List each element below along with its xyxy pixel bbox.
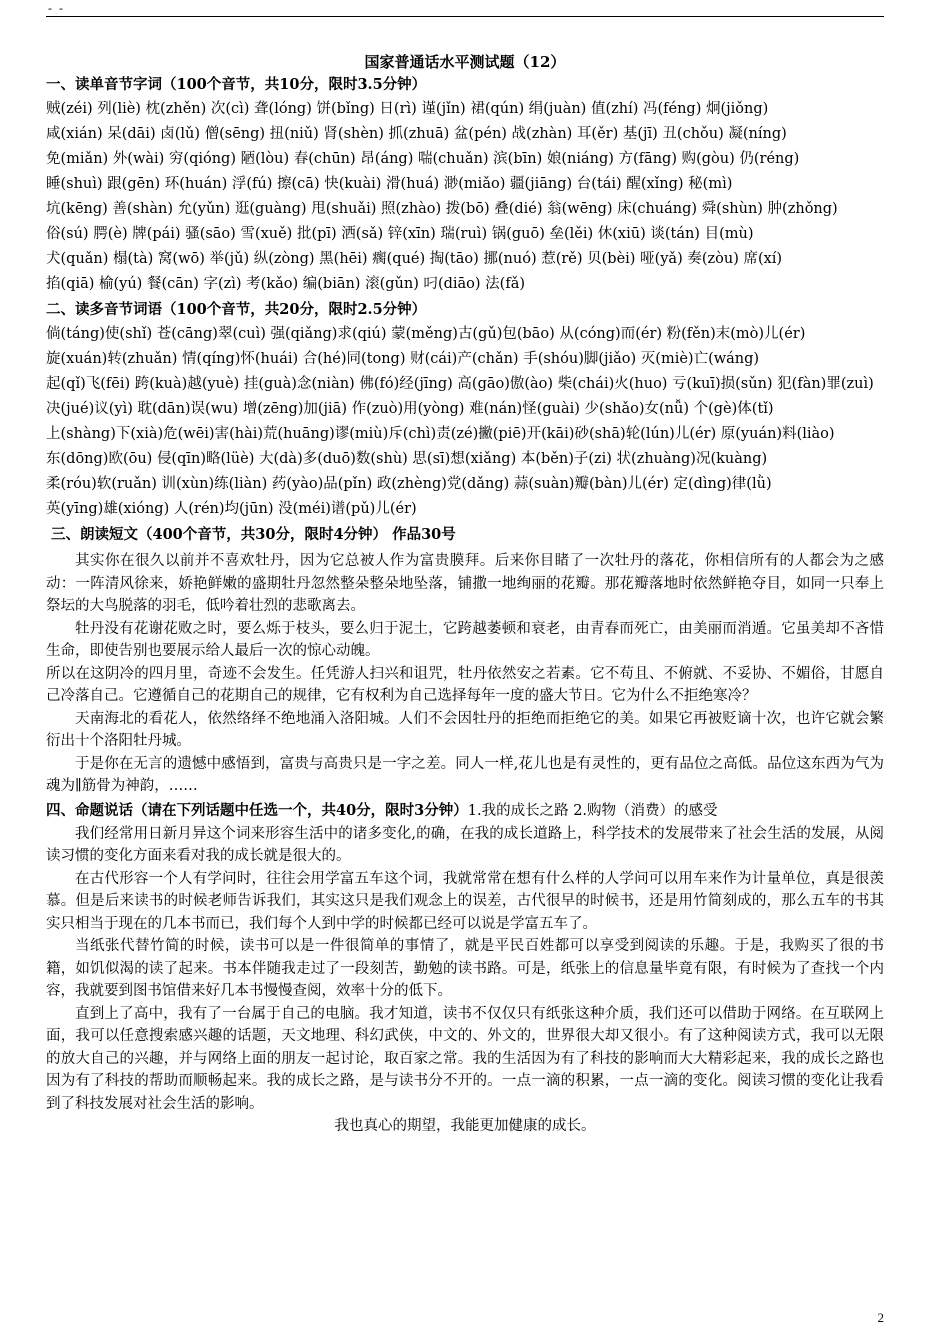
document-title: 国家普通话水平测试题（12） xyxy=(364,53,566,71)
section-3-passage xyxy=(46,550,884,798)
section-4-topics: 1.我的成长之路 2.购物（消费）的感受 xyxy=(467,802,718,819)
word-line: 上(shàng)下(xià)危(wēi)害(hài)荒(huāng)谬(miù)斥(chì)责(zé)撇(piē)开(kāi)砂(shā)轮(lún)儿(ér) 原(yuán)料(liào) xyxy=(46,426,835,442)
passage-paragraph: 于是你在无言的遗憾中感悟到，富贵与高贵只是一字之差。同人一样,花儿也是有灵性的，更有品位之高低。品位这东西为气为魂为∥筋骨为神韵，…… xyxy=(46,755,884,794)
word-line: 犬(quǎn) 榻(tà) 窝(wō) 举(jǔ) 纵(zòng) 黑(hēi) 瘸(qué) 掏(tāo) 挪(nuó) 惹(rě) 贝(bèi) 哑(yǎ) 奏(zòu) 席(xí) xyxy=(46,251,783,267)
passage-paragraph: 牡丹没有花谢花败之时，要么烁于枝头，要么归于泥土，它跨越萎顿和衰老，由青春而死亡，由美丽而消遁。它虽美却不吝惜生命，即使告别也要展示给人最后一次的惊心动魄。 xyxy=(46,620,884,659)
passage-paragraph: 所以在这阴冷的四月里，奇迹不会发生。任凭游人扫兴和诅咒，牡丹依然安之若素。它不苟且、不俯就、不妥协、不媚俗，甘愿自己冷落自己。它遵循自己的花期自己的规律，它有权利为自己选择每年一度的盛大节日。它为什么不拒绝寒冷？ xyxy=(46,665,884,704)
word-line: 贼(zéi) 列(liè) 枕(zhěn) 次(cì) 聋(lóng) 饼(bǐng) 日(rì) 谨(jǐn) 裙(qún) 绢(juàn) 值(zhí) 冯(féng) 炯(jiǒng) xyxy=(46,101,769,117)
word-line: 坑(kēng) 善(shàn) 允(yǔn) 逛(guàng) 甩(shuǎi) 照(zhào) 拨(bō) 叠(dié) 翁(wēng) 床(chuáng) 舜(shùn) 肿(zhǒng) xyxy=(46,201,838,217)
word-line: 睡(shuì) 跟(gēn) 环(huán) 浮(fú) 擦(cā) 快(kuài) 滑(huá) 渺(miǎo) 疆(jiāng) 台(tái) 醒(xǐng) 秘(mì) xyxy=(46,176,733,192)
section-4-heading-row xyxy=(46,798,884,823)
section-1-word-list xyxy=(46,97,884,297)
word-line: 决(jué)议(yì) 耽(dān)误(wu) 增(zēng)加(jiā) 作(zuò)用(yòng) 难(nán)怪(guài) 少(shǎo)女(nǚ) 个(gè)体(tǐ) xyxy=(46,401,774,417)
word-line: 起(qǐ)飞(fēi) 跨(kuà)越(yuè) 挂(guà)念(niàn) 佛(fó)经(jīng) 高(gāo)傲(ào) 柴(chái)火(huo) 亏(kuī)损(sǔn) 犯(fàn)罪(zuì) xyxy=(46,376,874,392)
word-line: 东(dōng)欧(ōu) 侵(qīn)略(lüè) 大(dà)多(duō)数(shù) 思(sī)想(xiǎng) 本(běn)子(zi) 状(zhuàng)况(kuàng) xyxy=(46,451,768,467)
section-2-word-list xyxy=(46,322,884,522)
word-line: 英(yīng)雄(xióng) 人(rén)均(jūn) 没(méi)谱(pǔ)儿(ér) xyxy=(46,501,417,517)
section-4-passage xyxy=(46,823,884,1138)
word-line: 倘(táng)使(shǐ) 苍(cāng)翠(cuì) 强(qiǎng)求(qiú) 蒙(měng)古(gǔ)包(bāo) 从(cóng)而(ér) 粉(fěn)末(mò)儿(ér) xyxy=(46,326,806,342)
word-line: 掐(qiā) 榆(yú) 餐(cān) 字(zì) 考(kǎo) 编(biān) 滚(gǔn) 叼(diāo) 法(fǎ) xyxy=(46,276,526,292)
section-1-heading: 一、读单音节字词（100个音节，共10分，限时3.5分钟） xyxy=(46,76,427,93)
word-line: 免(miǎn) 外(wài) 穷(qióng) 陋(lòu) 春(chūn) 昂(áng) 喘(chuǎn) 滨(bīn) 娘(niáng) 方(fāng) 购(gòu) 仍(réng) xyxy=(46,151,800,167)
header-mark: - - xyxy=(48,1,65,15)
header-rule xyxy=(46,16,884,17)
passage-paragraph: 其实你在很久以前并不喜欢牡丹，因为它总被人作为富贵膜拜。后来你目睹了一次牡丹的落花，你相信所有的人都会为之感动：一阵清风徐来，娇艳鲜嫩的盛期牡丹忽然整朵整朵地坠落，铺撒一地绚丽的花瓣。那花瓣落地时依然鲜艳夺目，如同一只奉上祭坛的大鸟脱落的羽毛，低吟着壮烈的悲歌离去。 xyxy=(46,553,884,614)
passage-closing: 我也真心的期望，我能更加健康的成长。 xyxy=(334,1118,596,1134)
page-number: 2 xyxy=(877,1310,884,1325)
passage-paragraph: 在古代形容一个人有学问时，往往会用学富五车这个词，我就常常在想有什么样的人学问可以用车来作为计量单位，真是很羡慕。但是后来读书的时候老师告诉我们，其实这只是我们观念上的误差，古代很早的时候书，还是用竹简刻成的，那么五车的书其实只相当于现在的几本书而已，我们每个人到中学的时候都已经可以说是学富五车了。 xyxy=(46,870,884,932)
passage-paragraph: 直到上了高中，我有了一台属于自己的电脑。我才知道，读书不仅仅只有纸张这种介质，我们还可以借助于网络。在互联网上面，我可以任意搜索感兴趣的话题，天文地理、科幻武侠，中文的、外文的，世界很大却又很小。有了这种阅读方式，我可以无限的放大自己的兴趣，并与网络上面的朋友一起讨论，取百家之常。我的生活因为有了科技的影响而大大精彩起来，我的成长之路也因为有了科技的帮助而顺畅起来。我的成长之路，是与读书分不开的。一点一滴的积累，一点一滴的变化。阅读习惯的变化让我看到了科技发展对社会生活的影响。 xyxy=(46,1005,884,1112)
word-line: 柔(róu)软(ruǎn) 训(xùn)练(liàn) 药(yào)品(pǐn) 政(zhèng)党(dǎng) 蒜(suàn)瓣(bàn)儿(ér) 定(dìng)律(lǜ) xyxy=(46,476,772,492)
document-body xyxy=(46,52,884,1138)
word-line: 旋(xuán)转(zhuǎn) 情(qíng)怀(huái) 合(hé)同(tong) 财(cái)产(chǎn) 手(shóu)脚(jiǎo) 灭(miè)亡(wáng) xyxy=(46,351,760,367)
passage-paragraph: 天南海北的看花人，依然络绎不绝地涌入洛阳城。人们不会因牡丹的拒绝而拒绝它的美。如果它再被贬谪十次，也许它就会繁衍出十个洛阳牡丹城。 xyxy=(46,710,884,749)
section-3-heading: 三、朗读短文（400个音节，共30分，限时4分钟） 作品30号 xyxy=(51,526,456,543)
passage-paragraph: 当纸张代替竹简的时候，读书可以是一件很简单的事情了，就是平民百姓都可以享受到阅读的乐趣。于是，我购买了很的书籍，如饥似渴的读了起来。书本伴随我走过了一段刻苦，勤勉的读书路。可是，纸张上的信息量毕竟有限，有时候为了查找一个内容，我就要到图书馆借来好几本书慢慢查阅，效率十分的低下。 xyxy=(46,938,884,999)
word-line: 俗(sú) 腭(è) 牌(pái) 骚(sāo) 雪(xuě) 批(pī) 洒(sǎ) 锌(xīn) 瑞(ruì) 锅(guō) 垒(lěi) 休(xiū) 谈(tán) 目(mù) xyxy=(46,226,754,242)
section-2-heading: 二、读多音节词语（100个音节，共20分，限时2.5分钟） xyxy=(46,301,427,318)
passage-paragraph: 我们经常用日新月异这个词来形容生活中的诸多变化,的确，在我的成长道路上，科学技术的发展带来了社会生活的发展，从阅读习惯的变化方面来看对我的成长就是很大的。 xyxy=(46,825,884,864)
section-4-heading: 四、命题说话（请在下列话题中任选一个，共40分，限时3分钟） xyxy=(46,801,468,819)
word-line: 咸(xián) 呆(dāi) 卤(lǔ) 僧(sēng) 扭(niǔ) 肾(shèn) 抓(zhuā) 盆(pén) 战(zhàn) 耳(ěr) 基(jī) 丑(chǒu) 凝(níng) xyxy=(46,126,787,142)
